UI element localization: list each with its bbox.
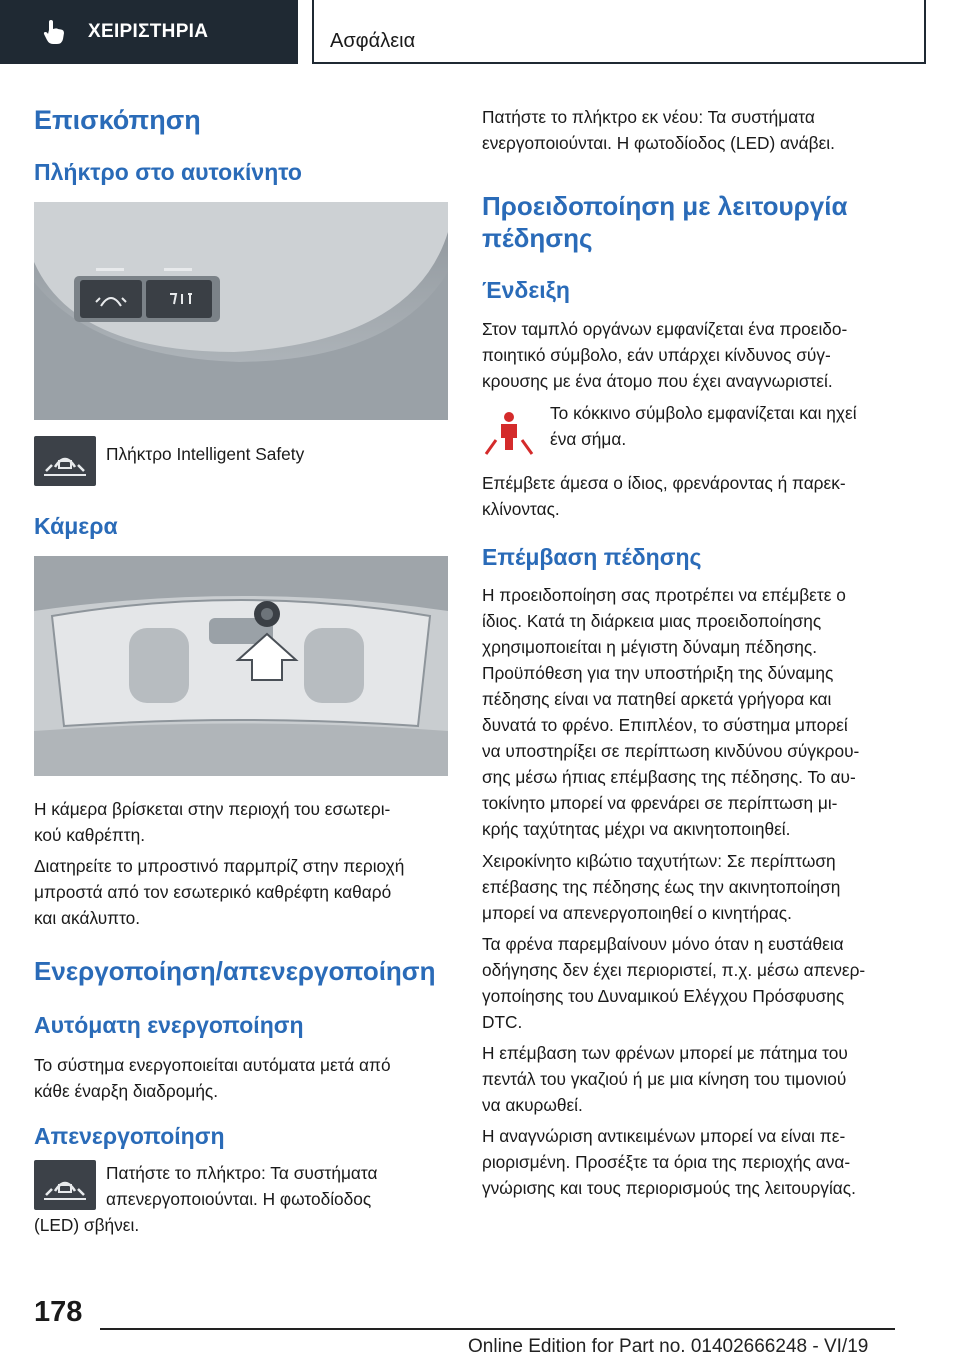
stability-line4: DTC. bbox=[482, 1012, 523, 1032]
heading-activation: Ενεργοποίηση/απενεργοποίηση bbox=[34, 956, 436, 986]
section-header bbox=[312, 0, 926, 64]
camera-text-line2: κού καθρέπτη. bbox=[34, 825, 146, 845]
manual-header-tab bbox=[0, 0, 298, 64]
page-number: 178 bbox=[34, 1296, 83, 1328]
heading-deactivation: Απενεργοποίηση bbox=[34, 1123, 225, 1149]
heading-camera: Κάμερα bbox=[34, 513, 118, 539]
brake-text-line5: πέδησης είναι να πατηθεί αρκετά γρήγορα και bbox=[482, 689, 832, 709]
reactivate-text-line1: Πατήστε το πλήκτρο εκ νέου: Τα συστήματα bbox=[482, 107, 815, 127]
cancel-line3: να ακυρωθεί. bbox=[482, 1095, 583, 1115]
brake-text-line7: να υποστηρίξει σε περίπτωση κινδύνου σύγκρου- bbox=[482, 741, 860, 761]
stability-line3: γοποίησης του Δυναμικού Ελέγχου Πρόσφυσης bbox=[482, 986, 845, 1006]
brake-text-line4: Προϋπόθεση για την υποστήριξη της δύναμης bbox=[482, 663, 834, 683]
recognition-line1: Η αναγνώριση αντικειμένων μπορεί να είναι πε- bbox=[482, 1126, 846, 1146]
camera-text-line4: μπροστά από τον εσωτερικό καθρέφτη καθαρό bbox=[34, 882, 392, 902]
deact-text-line1: Πατήστε το πλήκτρο: Τα συστήματα bbox=[106, 1163, 378, 1183]
button-photo bbox=[34, 202, 448, 420]
heading-display: Ένδειξη bbox=[482, 277, 570, 303]
edition-note: Online Edition for Part no. 01402666248 - VI/19 bbox=[468, 1336, 869, 1357]
manual-gearbox-line2: επέβασης της πέδησης έως την ακινητοποίηση bbox=[482, 877, 841, 897]
display-text-line3: κρουσης με ένα άτομο που έχει αναγνωριστεί. bbox=[482, 371, 833, 391]
action-text-line2: κλίνοντας. bbox=[482, 499, 560, 519]
console-illustration bbox=[34, 202, 448, 420]
cancel-line1: Η επέμβαση των φρένων μπορεί με πάτημα του bbox=[482, 1043, 848, 1063]
section-title: Ασφάλεια bbox=[330, 30, 416, 52]
heading-warning-line2: πέδησης bbox=[482, 223, 593, 253]
deact-text-line2: απενεργοποιούνται. Η φωτοδίοδος bbox=[106, 1189, 372, 1209]
auto-text-line1: Το σύστημα ενεργοποιείται αυτόματα μετά από bbox=[34, 1055, 391, 1075]
brake-text-line2: ίδιος. Κατά τη διάρκεια μιας προειδοποίησης bbox=[482, 611, 822, 631]
camera-text-line3: Διατηρείτε το μπροστινό παρμπρίζ στην περιοχή bbox=[34, 856, 405, 876]
cancel-line2: πεντάλ του γκαζιού ή με μια κίνηση του τιμονιού bbox=[482, 1069, 847, 1089]
camera-text-line1: Η κάμερα βρίσκεται στην περιοχή του εσωτερι- bbox=[34, 799, 391, 819]
stability-line1: Τα φρένα παρεμβαίνουν μόνο όταν η ευστάθεια bbox=[482, 934, 844, 954]
manual-title: ΧΕΙΡΙΣΤΗΡΙΑ bbox=[88, 21, 209, 42]
brake-text-line8: σης μέσω ήπιας επέμβασης της πέδησης. Το αυ- bbox=[482, 767, 856, 787]
recognition-line2: ριορισμένη. Προσέξτε τα όρια της περιοχής ανα- bbox=[482, 1152, 851, 1172]
caption-intelligent-safety: Πλήκτρο Intelligent Safety bbox=[106, 444, 305, 464]
brake-text-line1: Η προειδοποίηση σας προτρέπει να επέμβετε ο bbox=[482, 585, 846, 605]
brake-text-line10: κρής ταχύτητας μέχρι να ακινητοποιηθεί. bbox=[482, 819, 791, 839]
pedestrian-warning-icon bbox=[482, 410, 536, 456]
camera-text-line5: και ακάλυπτο. bbox=[34, 908, 141, 928]
heading-button-in-car: Πλήκτρο στο αυτοκίνητο bbox=[34, 159, 302, 185]
red-symbol-text-line2: ένα σήμα. bbox=[550, 429, 627, 449]
display-text-line1: Στον ταμπλό οργάνων εμφανίζεται ένα προειδο- bbox=[482, 319, 848, 339]
intelligent-safety-button-icon-2 bbox=[34, 1160, 96, 1210]
windshield-illustration bbox=[34, 556, 448, 776]
brake-text-line6: δυνατά το φρένο. Επιπλέον, το σύστημα μπορεί bbox=[482, 715, 848, 735]
manual-gearbox-line3: μπορεί να απενεργοποιηθεί ο κινητήρας. bbox=[482, 903, 792, 923]
heading-brake-intervention: Επέμβαση πέδησης bbox=[482, 544, 702, 570]
auto-text-line2: κάθε έναρξη διαδρομής. bbox=[34, 1081, 219, 1101]
brake-text-line9: τοκίνητο μπορεί να φρενάρει σε περίπτωση μι- bbox=[482, 793, 838, 813]
recognition-line3: γνώρισης και τους περιορισμούς της λειτουργίας. bbox=[482, 1178, 856, 1198]
heading-auto-activation: Αυτόματη ενεργοποίηση bbox=[34, 1012, 304, 1038]
heading-warning-line1: Προειδοποίηση με λειτουργία bbox=[482, 191, 848, 221]
deact-text-line3: (LED) σβήνει. bbox=[34, 1215, 140, 1235]
heading-overview: Επισκόπηση bbox=[34, 105, 201, 135]
camera-photo bbox=[34, 556, 448, 776]
brake-text-line3: χρησιμοποιείται η μέγιστη δύναμη πέδησης. bbox=[482, 637, 818, 657]
hand-touch-icon bbox=[40, 17, 70, 47]
footer-divider bbox=[100, 1328, 895, 1330]
manual-gearbox-line1: Χειροκίνητο κιβώτιο ταχυτήτων: Σε περίπτωση bbox=[482, 851, 836, 871]
stability-line2: οδήγησης δεν έχει περιοριστεί, π.χ. μέσω απενερ- bbox=[482, 960, 866, 980]
red-symbol-text-line1: Το κόκκινο σύμβολο εμφανίζεται και ηχεί bbox=[550, 403, 857, 423]
intelligent-safety-button-icon bbox=[34, 436, 96, 486]
action-text-line1: Επέμβετε άμεσα ο ίδιος, φρενάροντας ή παρεκ- bbox=[482, 473, 846, 493]
display-text-line2: ποιητικό σύμβολο, εάν υπάρχει κίνδυνος σύγ- bbox=[482, 345, 831, 365]
reactivate-text-line2: ενεργοποιούνται. Η φωτοδίοδος (LED) ανάβει. bbox=[482, 133, 835, 153]
